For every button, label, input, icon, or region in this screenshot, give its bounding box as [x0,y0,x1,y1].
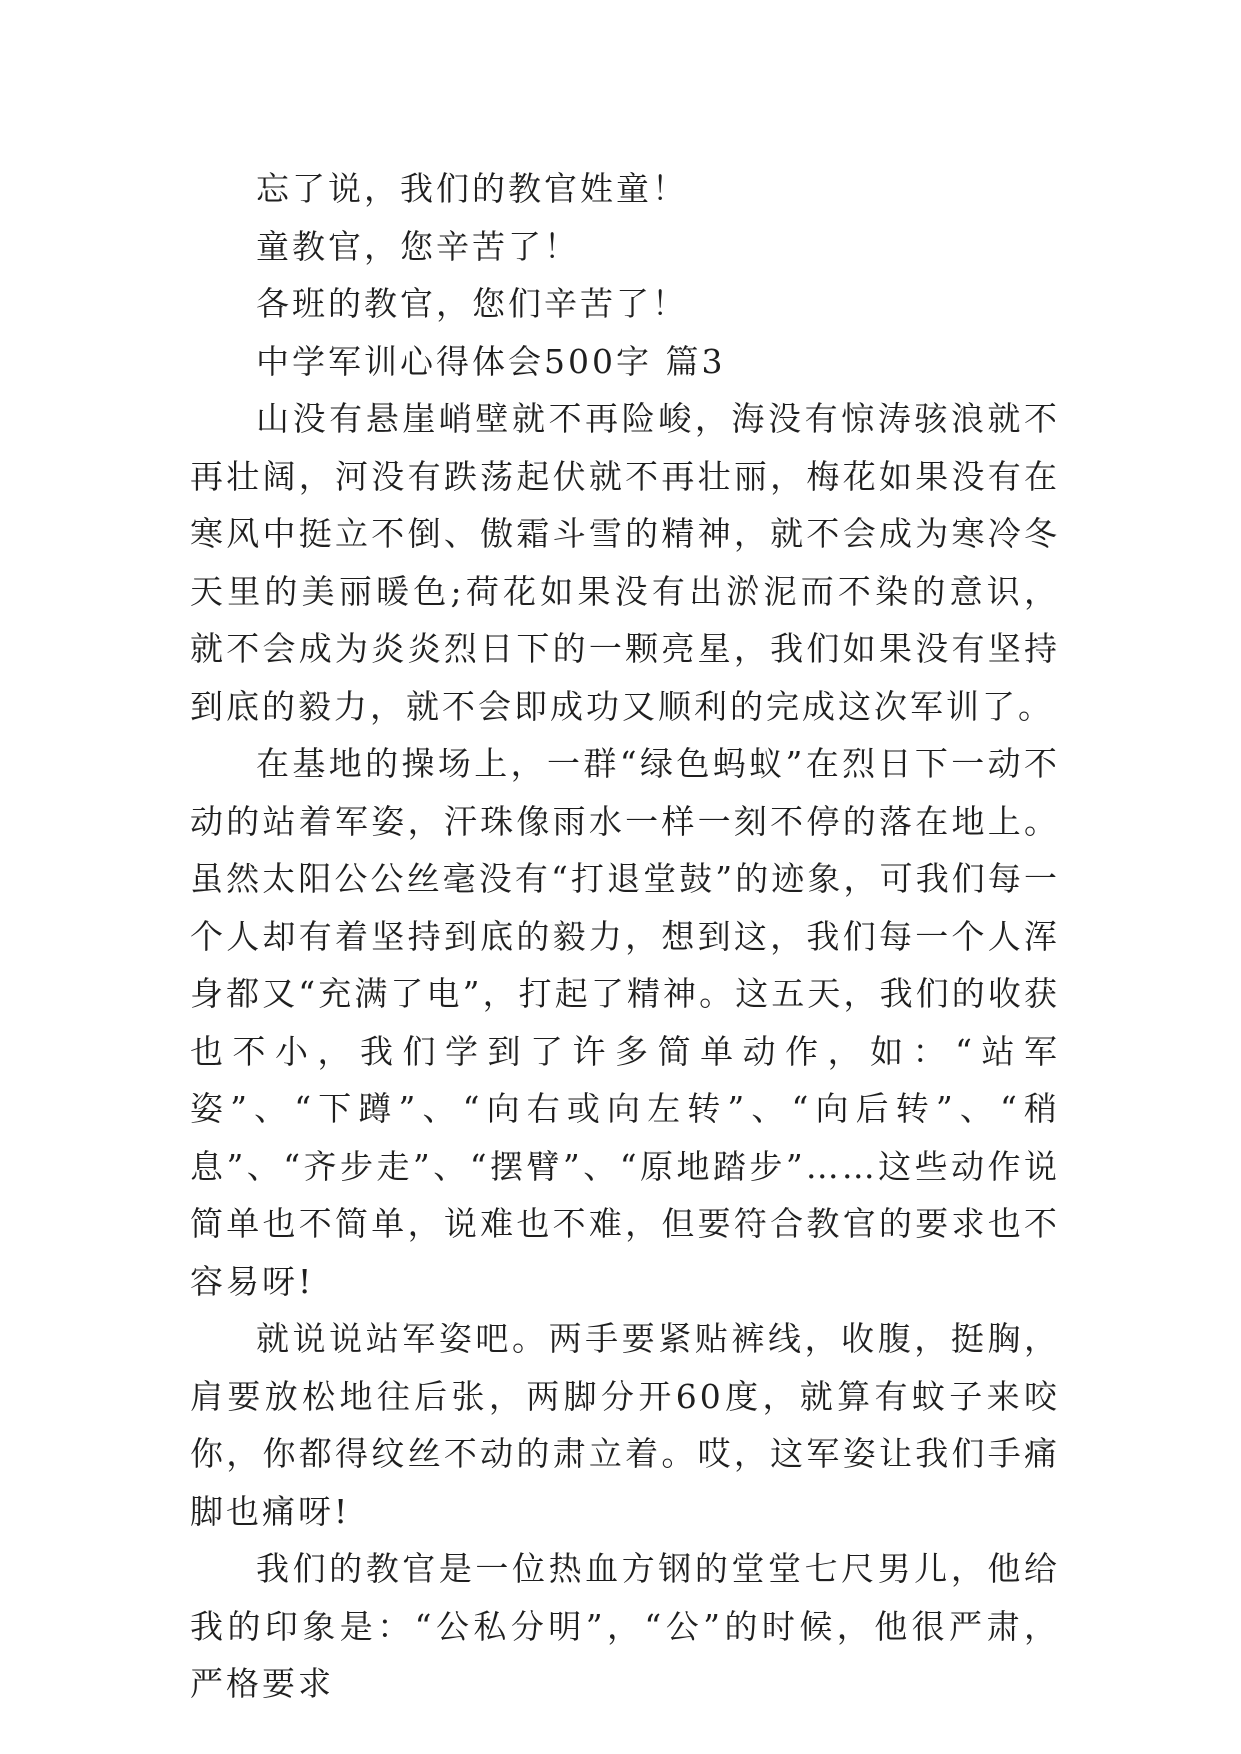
paragraph: 在基地的操场上，一群“绿色蚂蚁”在烈日下一动不动的站着军姿，汗珠像雨水一样一刻不停的落在地上。虽然太阳公公丝毫没有“打退堂鼓”的迹象，可我们每一个人却有着坚持到底的毅力，想到这，我们每一个人浑身都又“充满了电”，打起了精神。这五天，我们的收获也不小，我们学到了许多简单动作，如：“站军姿”、“下蹲”、“向右或向左转”、“向后转”、“稍息”、“齐步走”、“摆臂”、“原地踏步”……这些动作说简单也不简单，说难也不难，但要符合教官的要求也不容易呀! [190,744,1060,1301]
paragraph: 就说说站军姿吧。两手要紧贴裤线，收腹，挺胸，肩要放松地往后张，两脚分开60度，就算有蚊子来咬你，你都得纹丝不动的肃立着。哎，这军姿让我们手痛脚也痛呀! [190,1319,1060,1531]
paragraph: 忘了说，我们的教官姓童！ [256,169,688,208]
paragraph: 各班的教官，您们辛苦了！ [256,284,688,323]
section-heading: 中学军训心得体会500字 篇3 [256,341,726,381]
document-body [190,160,1060,1713]
paragraph: 山没有悬崖峭壁就不再险峻，海没有惊涛骇浪就不再壮阔，河没有跌荡起伏就不再壮丽，梅花如果没有在寒风中挺立不倒、傲霜斗雪的精神，就不会成为寒冷冬天里的美丽暖色;荷花如果没有出淤泥而不染的意识，就不会成为炎炎烈日下的一颗亮星，我们如果没有坚持到底的毅力，就不会即成功又顺利的完成这次军训了。 [190,399,1060,726]
paragraph: 我们的教官是一位热血方钢的堂堂七尺男儿，他给我的印象是：“公私分明”，“公”的时候，他很严肃，严格要求 [190,1549,1060,1703]
paragraph: 童教官，您辛苦了！ [256,226,580,266]
